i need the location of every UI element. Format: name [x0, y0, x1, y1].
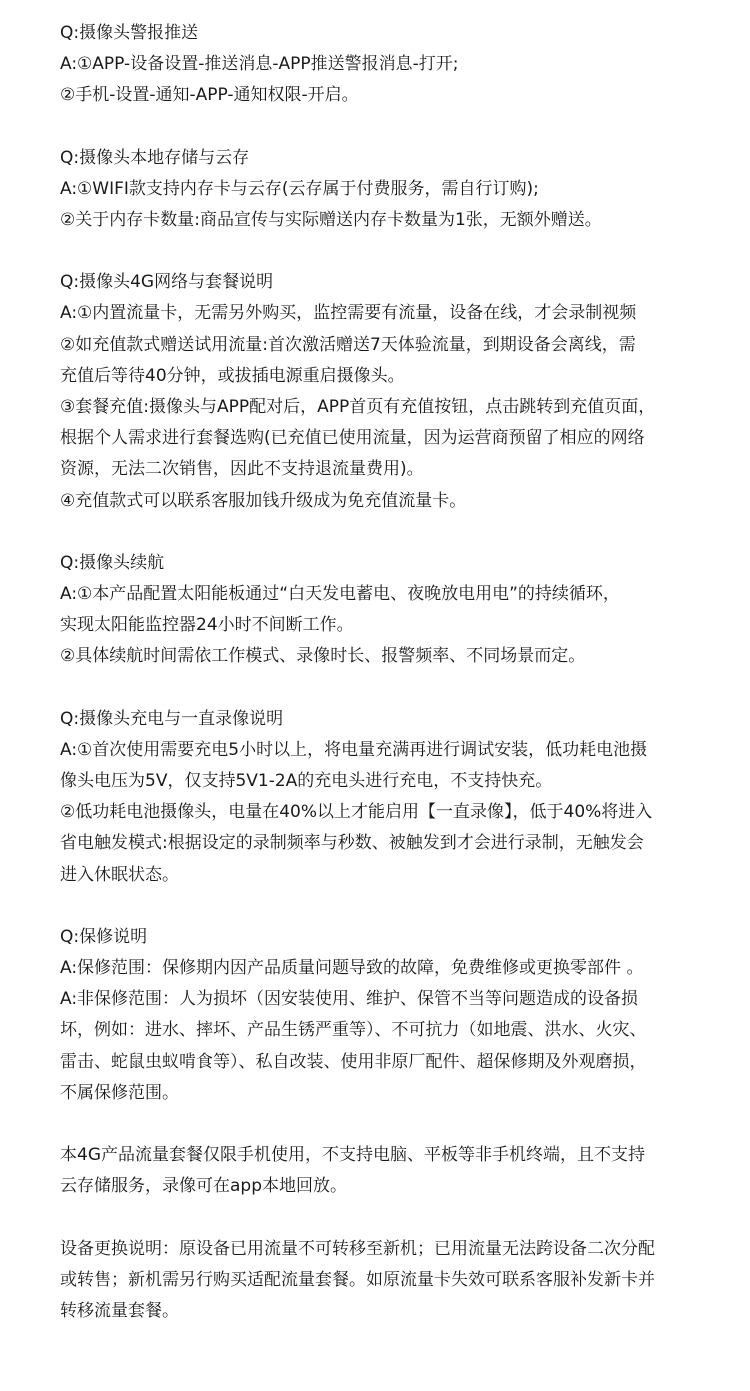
paragraph-line: 设备更换说明：原设备已用流量不可转移至新机；已用流量无法跨设备二次分配 — [60, 1238, 655, 1259]
faq-section — [60, 267, 740, 517]
paragraph-line: 像头电压为5V，仅支持5V1-2A的充电头进行充电，不支持快充。 — [60, 771, 553, 792]
paragraph-line: ④充值款式可以联系客服加钱升级成为免充值流量卡。 — [60, 490, 467, 511]
faq-section — [60, 1140, 740, 1202]
paragraph-line: 或转售；新机需另行购买适配流量套餐。如原流量卡失效可联系客服补发新卡并 — [60, 1269, 655, 1290]
paragraph-line: 实现太阳能监控器24小时不间断工作。 — [60, 615, 354, 636]
paragraph-line: A:保修范围：保修期内因产品质量问题导致的故障，免费维修或更换零部件 。 — [60, 958, 644, 979]
paragraph-line: A:①内置流量卡，无需另外购买，监控需要有流量，设备在线，才会录制视频 — [60, 303, 637, 324]
paragraph-line: ②关于内存卡数量:商品宣传与实际赠送内存卡数量为1张，无额外赠送。 — [60, 210, 602, 231]
paragraph-line: A:非保修范围：人为损坏（因安装使用、维护、保管不当等问题造成的设备损 — [60, 989, 639, 1010]
paragraph-line: ②如充值款式赠送试用流量:首次激活赠送7天体验流量，到期设备会离线，需 — [60, 334, 636, 355]
question-heading: Q:摄像头续航 — [60, 552, 165, 573]
paragraph-line: ②手机-设置-通知-APP-通知权限-开启。 — [60, 85, 359, 106]
question-heading: Q:摄像头4G网络与套餐说明 — [60, 272, 274, 293]
paragraph-line: 不属保修范围。 — [60, 1082, 179, 1103]
faq-section — [60, 18, 740, 112]
faq-section — [60, 922, 740, 1109]
paragraph-line: 云存储服务，录像可在app本地回放。 — [60, 1176, 347, 1197]
paragraph-line: ②低功耗电池摄像头，电量在40%以上才能启用【一直录像】，低于40%将进入 — [60, 802, 653, 823]
paragraph-line: ②具体续航时间需依工作模式、录像时长、报警频率、不同场景而定。 — [60, 646, 586, 667]
paragraph-line: 本4G产品流量套餐仅限手机使用，不支持电脑、平板等非手机终端，且不支持 — [60, 1145, 645, 1166]
question-heading: Q:保修说明 — [60, 926, 148, 947]
paragraph-line: 雷击、蛇鼠虫蚁啃食等）、私自改装、使用非原厂配件、超保修期及外观磨损， — [60, 1051, 647, 1072]
paragraph-line: 进入休眠状态。 — [60, 864, 179, 885]
question-heading: Q:摄像头警报推送 — [60, 23, 199, 43]
faq-section — [60, 1234, 740, 1328]
question-heading: Q:摄像头本地存储与云存 — [60, 147, 250, 168]
faq-section — [60, 548, 740, 673]
faq-section — [60, 704, 740, 891]
paragraph-line: A:①本产品配置太阳能板通过“白天发电蓄电、夜晚放电用电”的持续循环， — [60, 584, 620, 605]
paragraph-line: A:①WIFI款支持内存卡与云存(云存属于付费服务，需自行订购); — [60, 178, 539, 199]
paragraph-line: A:①首次使用需要充电5小时以上，将电量充满再进行调试安装，低功耗电池摄 — [60, 739, 648, 760]
faq-section — [60, 143, 740, 237]
paragraph-line: 省电触发模式:根据设定的录制频率与秒数、被触发到才会进行录制，无触发会 — [60, 833, 644, 854]
paragraph-line: 坏，例如：进水、摔坏、产品生锈严重等）、不可抗力（如地震、洪水、火灾、 — [60, 1020, 647, 1041]
paragraph-line: ③套餐充值:摄像头与APP配对后，APP首页有充值按钮，点击跳转到充值页面， — [60, 397, 656, 418]
question-heading: Q:摄像头充电与一直录像说明 — [60, 708, 284, 729]
paragraph-line: A:①APP-设备设置-推送消息-APP推送警报消息-打开; — [60, 54, 459, 75]
paragraph-line: 根据个人需求进行套餐选购(已充值已使用流量，因为运营商预留了相应的网络 — [60, 428, 645, 449]
paragraph-line: 资源，无法二次销售，因此不支持退流量费用)。 — [60, 459, 424, 480]
paragraph-line: 充值后等待40分钟，或拔插电源重启摄像头。 — [60, 365, 405, 386]
paragraph-line: 转移流量套餐。 — [60, 1300, 179, 1321]
faq-document — [60, 18, 740, 1327]
